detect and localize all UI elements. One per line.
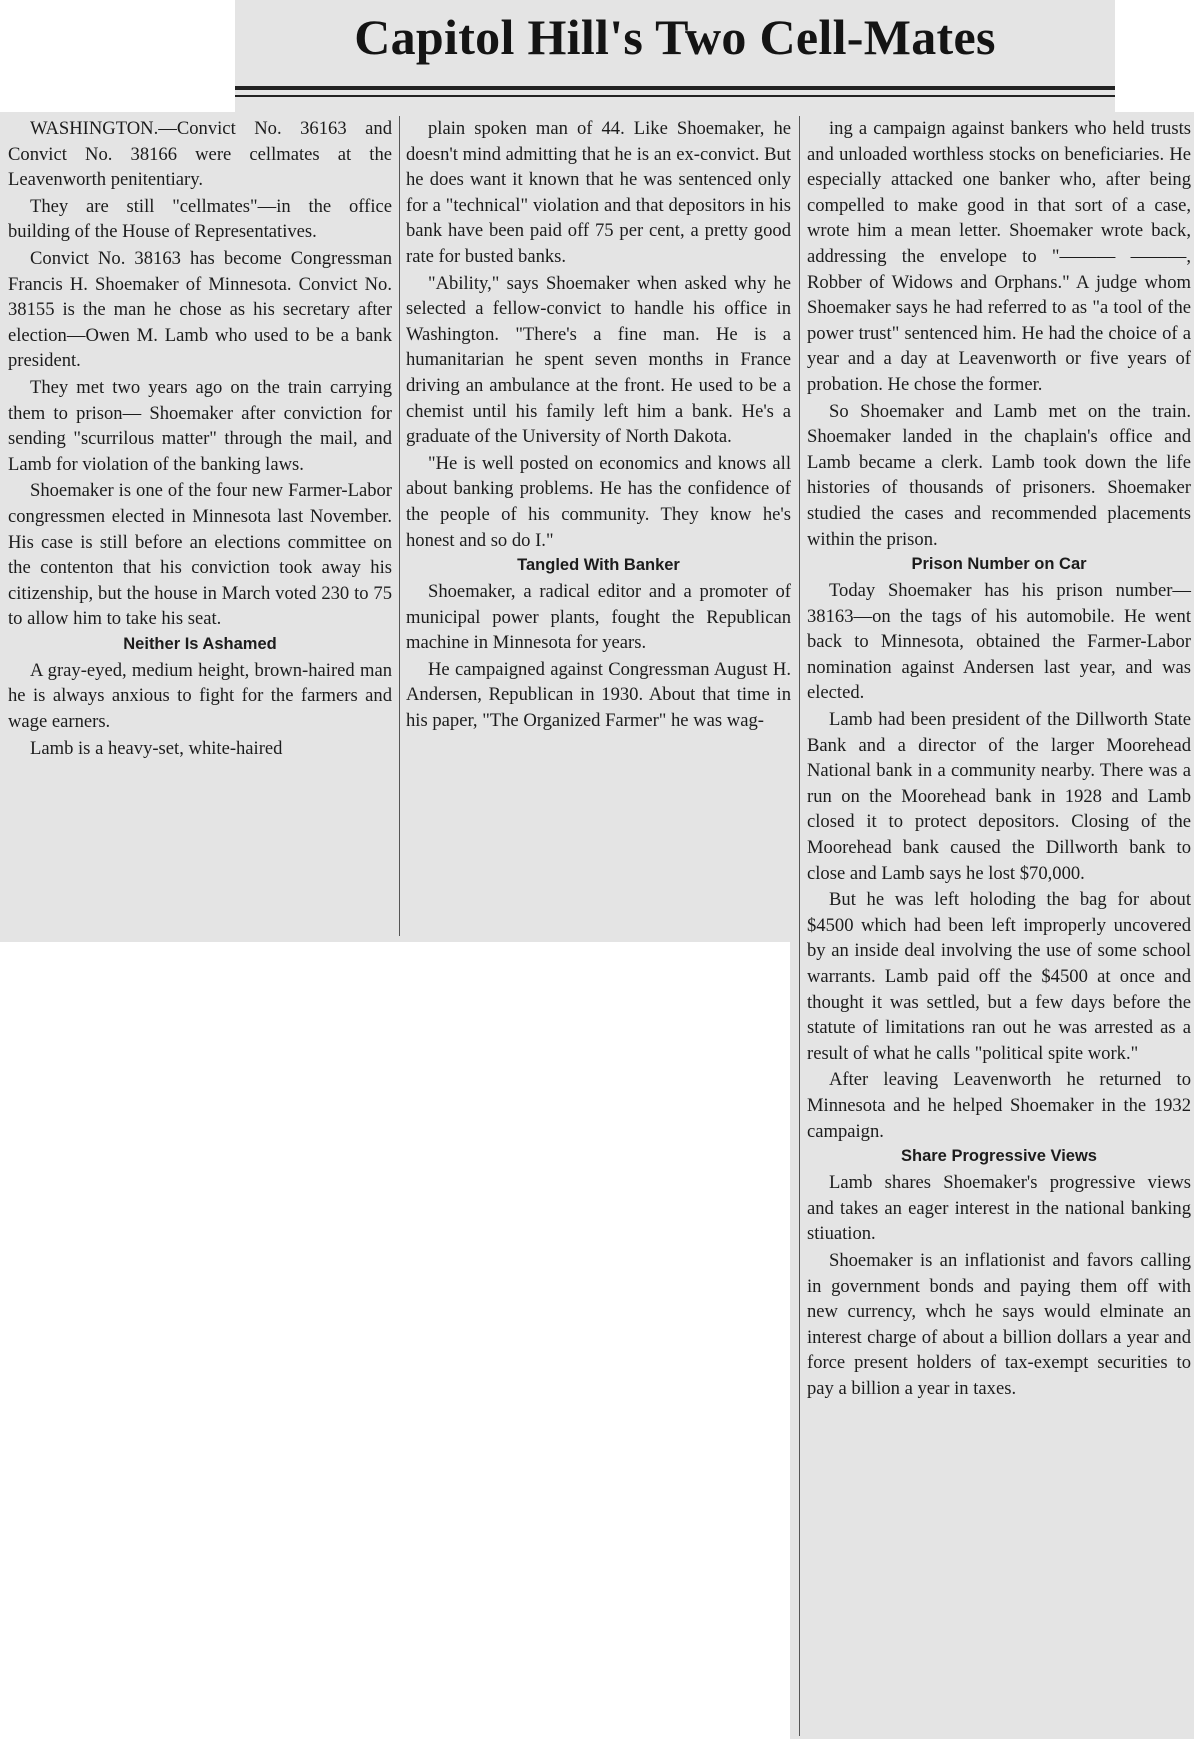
article-column-3 (807, 116, 1191, 1403)
paragraph: Shoemaker is an inflationist and favors calling in government bonds and paying them off with new currency, whch he says would elminate an interest charge of about a billion dollars a year and force present holders of tax-exempt securities to pay a billion a year in taxes. (807, 1249, 1191, 1399)
headline: Capitol Hill's Two Cell-Mates (354, 9, 996, 65)
article-column-2 (406, 116, 791, 735)
paragraph: "He is well posted on economics and knows all about banking problems. He has the confidence of the people of his community. They know he's honest and so do I." (406, 452, 791, 551)
subhead: Share Progressive Views (901, 1147, 1097, 1166)
paragraph: plain spoken man of 44. Like Shoemaker, he doesn't mind admitting that he is an ex-convict. But he does want it known that he was sentenced only for a "technical" violation and that depositors in his bank have been paid off 75 per cent, a pretty good rate for busted banks. (406, 118, 791, 267)
paragraph: Lamb is a heavy-set, white-haired (30, 737, 283, 759)
paragraph: "Ability," says Shoemaker when asked why he selected a fellow-convict to handle his office in Washington. "There's a fine man. He is a humanitarian he spent seven months in France driving an ambulance at the front. He used to be a chemist until his family left him a bank. He's a graduate of the University of North Dakota. (406, 272, 791, 448)
column-divider (399, 116, 400, 936)
paragraph: So Shoemaker and Lamb met on the train. Shoemaker landed in the chaplain's office and Lamb became a clerk. Lamb took down the life histories of thousands of prisoners. Shoemaker studied the cases and recommended placements within the prison. (807, 400, 1191, 550)
article-column-1 (8, 116, 392, 762)
paragraph: They met two years ago on the train carrying them to prison— Shoemaker after conviction for sending "scurrilous matter" through the mail, and Lamb for violation of the banking laws. (8, 376, 392, 475)
paragraph: WASHINGTON.—Convict No. 36163 and Convict No. 38166 were cellmates at the Leavenworth penitentiary. (8, 118, 392, 191)
paragraph: A gray-eyed, medium height, brown-haired man he is always anxious to fight for the farmers and wage earners. (8, 659, 392, 733)
headline-rule-thin (235, 95, 1115, 97)
column-divider (799, 116, 800, 1736)
paragraph: ing a campaign against bankers who held trusts and unloaded worthless stocks on beneficiaries. He especially attacked one banker who, after being compelled to make good in that sort of a case, wrote him a mean letter. Shoemaker wrote back, addressing the envelope to "——— ———, Robber of Widows and Orphans." A judge whom Shoemaker says he had referred to as "a tool of the power trust" sentenced him. He had the choice of a year and a day at Leavenworth or five years of probation. He chose the former. (807, 118, 1191, 395)
paragraph: Convict No. 38163 has become Congressman Francis H. Shoemaker of Minnesota. Convict No. 38155 is the man he chose as his secretary after election—Owen M. Lamb who used to be a bank president. (8, 247, 392, 372)
paragraph: He campaigned against Congressman August H. Andersen, Republican in 1930. About that time in his paper, "The Organized Farmer" he was wag- (406, 658, 791, 732)
paragraph: They are still "cellmates"—in the office building of the House of Representatives. (8, 195, 392, 243)
subhead: Prison Number on Car (911, 555, 1087, 574)
paragraph: Today Shoemaker has his prison number—38163—on the tags of his automobile. He went back to Minnesota, obtained the Farmer-Labor nomination against Andersen last year, and was elected. (807, 580, 1191, 704)
headline-rule-thick (235, 86, 1115, 90)
paragraph: After leaving Leavenworth he returned to Minnesota and he helped Shoemaker in the 1932 campaign. (807, 1069, 1191, 1142)
paragraph: Lamb had been president of the Dillworth State Bank and a director of the larger Moorehead National bank in a community nearby. There was a run on the Moorehead bank in 1928 and Lamb closed it to protect depositors. Closing of the Moorehead bank caused the Dillworth bank to close and Lamb says he lost $70,000. (807, 709, 1191, 884)
subhead: Tangled With Banker (517, 556, 680, 575)
paragraph: Lamb shares Shoemaker's progressive views and takes an eager interest in the national banking stiuation. (807, 1172, 1191, 1245)
paragraph: Shoemaker is one of the four new Farmer-Labor congressmen elected in Minnesota last November. His case is still before an elections committee on the contenton that his conviction took away his citizenship, but the house in March voted 230 to 75 to allow him to take his seat. (8, 480, 392, 630)
paragraph: Shoemaker, a radical editor and a promoter of municipal power plants, fought the Republican machine in Minnesota for years. (406, 581, 791, 654)
paragraph: But he was left holoding the bag for about $4500 which had been left improperly uncovered by an inside deal involving the use of some school warrants. Lamb paid off the $4500 at once and thought it was settled, but a few days before the statute of limitations ran out he was arrested as a result of what he calls "political spite work." (807, 889, 1191, 1064)
subhead: Neither Is Ashamed (123, 634, 277, 653)
